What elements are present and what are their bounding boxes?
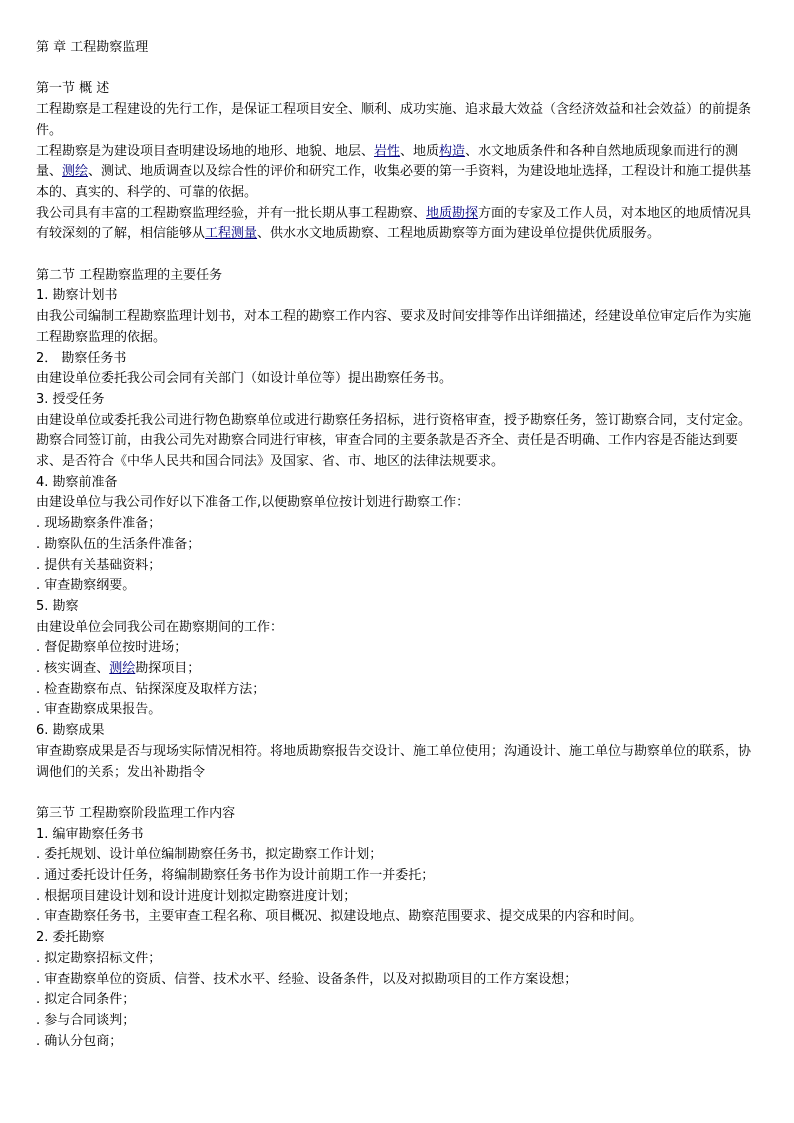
item-line: . 根据项目建设计划和设计进度计划拟定勘察进度计划； <box>36 888 357 904</box>
term-link[interactable]: 构造 <box>439 143 466 159</box>
item-line: . 审查勘察成果报告。 <box>36 702 162 718</box>
item-line: . 审查勘察任务书，主要审查工程名称、项目概况、拟建设地点、勘察范围要求、提交成果的内容和时间。 <box>36 909 643 925</box>
item-line: 由建设单位与我公司作好以下准备工作,以便勘察单位按计划进行勘察工作： <box>36 495 470 511</box>
item-line: 勘察合同签订前，由我公司先对勘察合同进行审核，审查合同的主要条款是否齐全、责任是否明确、工作内容是否能达到要求、是否符合《中华人民共和国合同法》及国家、省、市、地区的法律法规要求。 <box>36 433 739 470</box>
item-heading: 6. 勘察成果 <box>36 723 105 739</box>
chapter-title: 第 章 工程勘察监理 <box>36 40 149 55</box>
item-line: . 拟定勘察招标文件； <box>36 950 162 966</box>
item-line: . 委托规划、设计单位编制勘察任务书，拟定勘察工作计划； <box>36 847 383 863</box>
term-link[interactable]: 地质勘探 <box>426 205 479 221</box>
item-line: . 参与合同谈判； <box>36 1013 136 1028</box>
term-link[interactable]: 岩性 <box>374 143 401 159</box>
item-line: . 现场勘察条件准备； <box>36 516 162 532</box>
blank-line <box>36 245 760 266</box>
text-run: 、地质 <box>400 143 440 159</box>
item-heading: 1. 编审勘察任务书 <box>36 826 144 842</box>
item-heading: 1. 勘察计划书 <box>36 288 118 304</box>
paragraph: 工程勘察是工程建设的先行工作，是保证工程项目安全、顺利、成功实施、追求最大效益（含经济效益和社会效益）的前提条件。 <box>36 102 752 138</box>
item-line: . 审查勘察单位的资质、信誉、技术水平、经验、设备条件，以及对拟勘项目的工作方案设想； <box>36 971 578 987</box>
item-line: 由建设单位或委托我公司进行物色勘察单位或进行勘察任务招标，进行资格审查，授予勘察任务，签订勘察合同，支付定金。 <box>36 412 752 428</box>
item-heading: 2． 勘察任务书 <box>36 350 127 366</box>
item-heading: 5. 勘察 <box>36 598 79 614</box>
text-run: 、水文地质条件和各种自然地质现象而进行的测量、 <box>36 143 739 180</box>
item-heading: 4. 勘察前准备 <box>36 474 118 490</box>
item-line: . 拟定合同条件； <box>36 992 136 1008</box>
item-heading: 2. 委托勘察 <box>36 930 105 946</box>
text-run: 方面的专家及工作人员，对本地区的地质情况具有较深刻的了解，相信能够从 <box>36 205 752 242</box>
section-title: 第一节 概 述 <box>36 81 110 97</box>
text-run: 、供水水文地质勘察、工程地质勘察等方面为建设单位提供优质服务。 <box>257 226 661 242</box>
item-line: . 检查勘察布点、钻探深度及取样方法； <box>36 681 266 697</box>
term-link[interactable]: 工程测量 <box>205 226 258 242</box>
section-title: 第三节 工程勘察阶段监理工作内容 <box>36 805 236 821</box>
paragraph <box>36 142 760 204</box>
blank-line <box>36 783 760 804</box>
document-body <box>36 38 760 1052</box>
item-heading: 3. 授受任务 <box>36 391 105 407</box>
item-line: . 提供有关基础资料； <box>36 557 162 573</box>
blank-line <box>36 59 760 80</box>
item-line: 由我公司编制工程勘察监理计划书，对本工程的勘察工作内容、要求及时间安排等作出详细描述，经建设单位审定后作为实施工程勘察监理的依据。 <box>36 309 752 345</box>
text-run: 勘探项目； <box>135 661 201 677</box>
item-line: . 勘察队伍的生活条件准备； <box>36 536 201 552</box>
work-content-list <box>36 825 760 1053</box>
item-line: 由建设单位委托我公司会同有关部门（如设计单位等）提出勘察任务书。 <box>36 371 453 387</box>
section-title: 第二节 工程勘察监理的主要任务 <box>36 267 223 283</box>
item-line: 审查勘察成果是否与现场实际情况相符。将地质勘察报告交设计、施工单位使用；沟通设计、施工单位与勘察单位的联系，协调他们的关系；发出补勘指令 <box>36 743 752 780</box>
paragraph <box>36 204 760 245</box>
text-run: 工程勘察是为建设项目查明建设场地的地形、地貌、地层、 <box>36 143 375 159</box>
item-line <box>36 659 760 680</box>
term-link[interactable]: 测绘 <box>109 661 136 677</box>
text-run: 我公司具有丰富的工程勘察监理经验，并有一批长期从事工程勘察、 <box>36 205 427 221</box>
text-run: . 核实调查、 <box>36 661 110 677</box>
term-link[interactable]: 测绘 <box>62 164 89 180</box>
item-line: 由建设单位会同我公司在勘察期间的工作： <box>36 619 284 635</box>
item-line: . 通过委托设计任务，将编制勘察任务书作为设计前期工作一并委托； <box>36 868 435 884</box>
task-list <box>36 286 760 783</box>
item-line: . 确认分包商； <box>36 1033 123 1049</box>
item-line: . 审查勘察纲要。 <box>36 578 136 594</box>
text-run: 、测试、地质调查以及综合性的评价和研究工作，收集必要的第一手资料，为建设地址选择，工程设计和施工提供基本的、真实的、科学的、可靠的依据。 <box>36 164 752 200</box>
item-line: . 督促勘察单位按时进场； <box>36 640 188 656</box>
